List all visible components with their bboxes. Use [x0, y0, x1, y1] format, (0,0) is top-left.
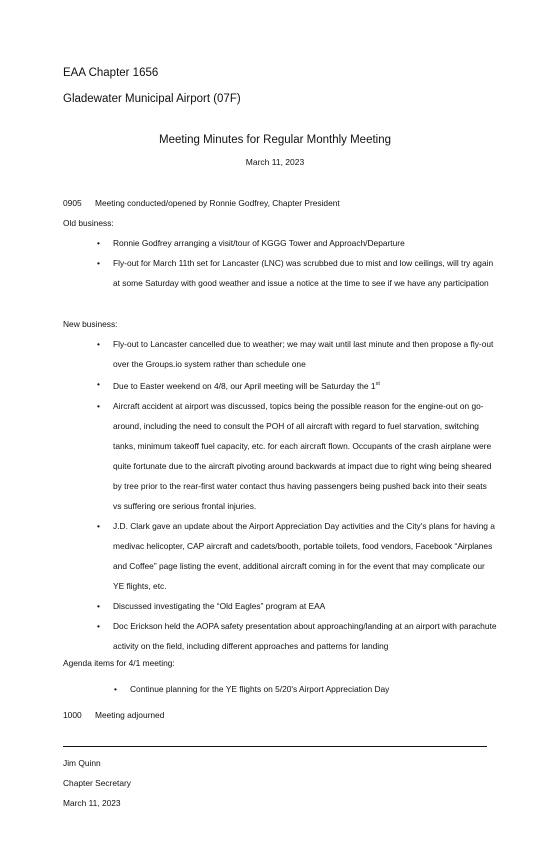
- list-item: • Doc Erickson held the AOPA safety presentation about approaching/landing at an airport with parachute activity on the field, including different approaches and patterns for landing: [97, 616, 497, 656]
- new-business-list: [97, 334, 497, 656]
- old-business-list: [97, 233, 497, 293]
- list-item: • Discussed investigating the “Old Eagles” program at EAA: [97, 596, 497, 616]
- list-item: • J.D. Clark gave an update about the Airport Appreciation Day activities and the City's plans for having a medivac helicopter, CAP aircraft and cadets/booth, portable toilets, food vendors, Facebook “Airplanes and Coffee” page listing the event, additional aircraft coming in for the event that may complicate our YE flights, etc.: [97, 516, 497, 596]
- org-name: EAA Chapter 1656: [63, 67, 159, 79]
- agenda-heading: Agenda items for 4/1 meeting:: [63, 658, 175, 668]
- list-item: • Fly-out for March 11th set for Lancaster (LNC) was scrubbed due to mist and low ceilings, will try again at some Saturday with good weather and issue a notice at the time to see if we have any participation: [97, 253, 497, 293]
- list-item: • Continue planning for the YE flights on 5/20's Airport Appreciation Day: [114, 679, 514, 699]
- old-business-heading: Old business:: [63, 218, 114, 228]
- signer-role: Chapter Secretary: [63, 778, 131, 788]
- signer-name: Jim Quinn: [63, 758, 101, 768]
- airport-name: Gladewater Municipal Airport (07F): [63, 93, 241, 105]
- list-item: [97, 374, 497, 396]
- agenda-list: [114, 679, 514, 699]
- closing-text: Meeting adjourned: [95, 710, 165, 720]
- easter-sup: st: [375, 381, 380, 387]
- closing-time: 1000: [63, 710, 82, 720]
- closing-line: [63, 710, 164, 720]
- list-item: • Ronnie Godfrey arranging a visit/tour of KGGG Tower and Approach/Departure: [97, 233, 497, 253]
- signature-divider: [63, 746, 487, 747]
- opening-text: Meeting conducted/opened by Ronnie Godfrey, Chapter President: [95, 198, 340, 208]
- new-business-heading: New business:: [63, 319, 118, 329]
- list-item: • Fly-out to Lancaster cancelled due to weather; we may wait until last minute and then propose a fly-out over the Groups.io system rather than schedule one: [97, 334, 497, 374]
- list-item: • Aircraft accident at airport was discussed, topics being the possible reason for the engine-out on go-around, including the need to consult the POH of all aircraft with regard to fuel starvation, switching tanks, minimum takeoff fuel capacity, etc. for each aircraft flown. Occupants of the crash airplane were quite fortunate due to the aircraft pivoting around backwards at impact due to right wing being sheared by tree prior to the rear-first water contact thus having passengers being pushed back into their seats vs suffering ore serious frontal injuries.: [97, 396, 497, 516]
- signature-date: March 11, 2023: [63, 798, 121, 808]
- opening-line: [63, 198, 340, 208]
- page-title: Meeting Minutes for Regular Monthly Meeting: [158, 134, 392, 146]
- meeting-date: March 11, 2023: [245, 157, 305, 167]
- easter-text: Due to Easter weekend on 4/8, our April meeting will be Saturday the 1: [113, 380, 376, 391]
- opening-time: 0905: [63, 198, 82, 208]
